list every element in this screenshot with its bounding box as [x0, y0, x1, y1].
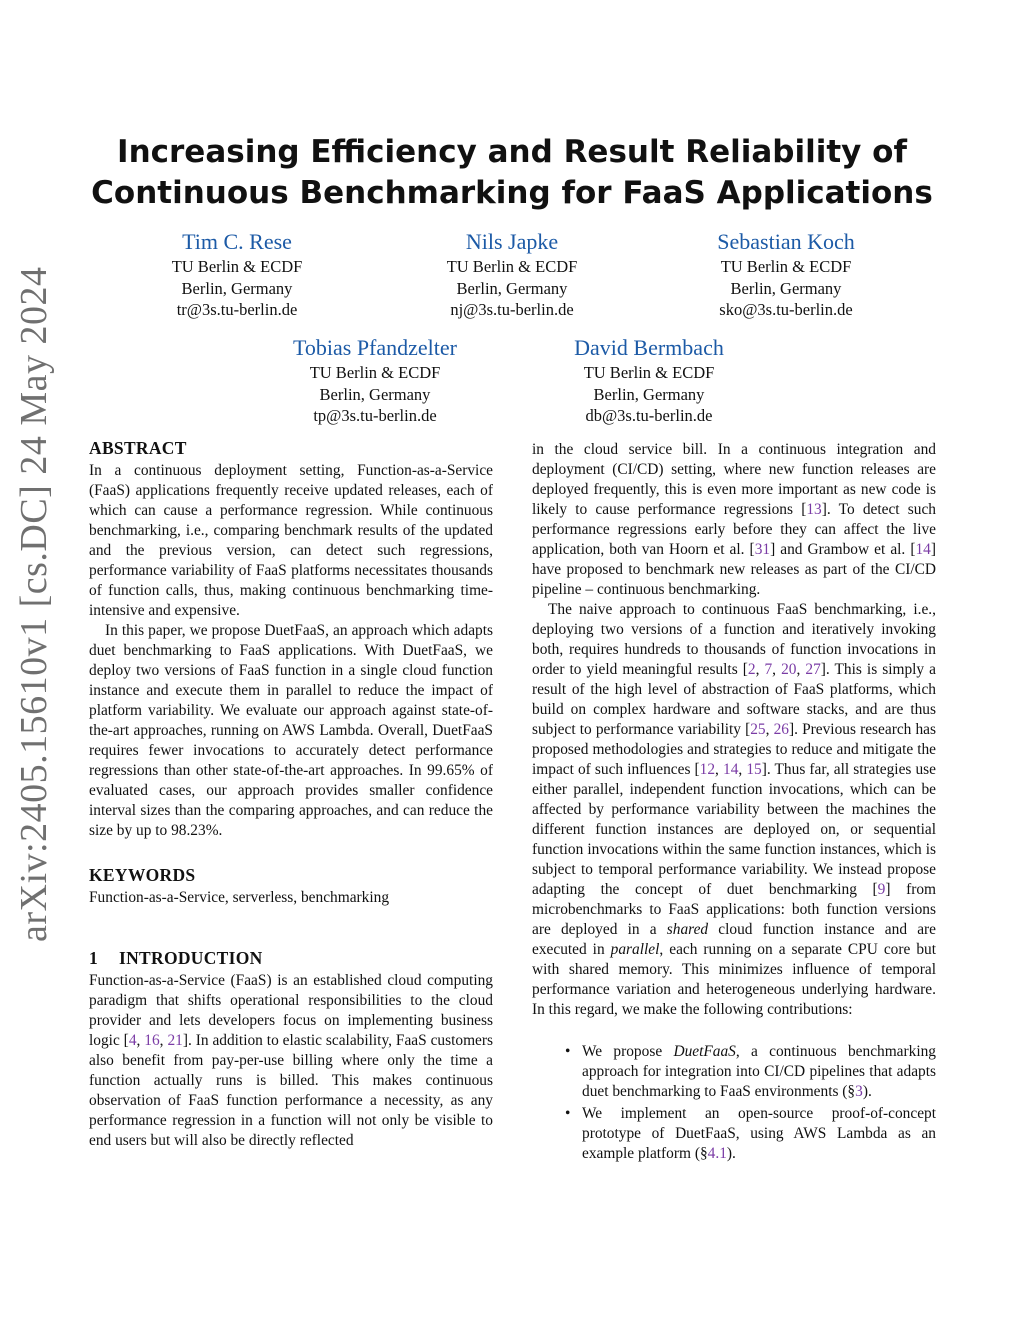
author-name[interactable]: Sebastian Koch — [717, 229, 855, 254]
title-line-1: Increasing Efficiency and Result Reliability of — [117, 134, 907, 170]
section-ref-link[interactable]: 4.1 — [707, 1145, 727, 1162]
author-location: Berlin, Germany — [593, 384, 705, 404]
author-block-4 — [255, 335, 495, 427]
author-affiliation: TU Berlin & ECDF — [720, 257, 852, 276]
citation-link[interactable]: 16 — [144, 1032, 160, 1049]
author-name[interactable]: Tobias Pfandzelter — [292, 335, 457, 360]
citation-link[interactable]: 14 — [915, 541, 931, 558]
author-block-3 — [666, 229, 906, 321]
abstract-paragraph-2: In this paper, we propose DuetFaaS, an approach which adapts duet benchmarking to FaaS applications. With DuetFaaS, we deploy two versions of FaaS function in a single cloud function instance and execute them in parallel to reduce the impact of platform variability. We evaluate our approach against state-of-the-art approaches, running on AWS Lambda. Overall, DuetFaaS requires fewer invocations to accurately detect performance regressions than other state-of-the-art approaches. In 99.65% of evaluated cases, our approach provides smaller confidence interval sizes than the comparing approaches, and can reduce the size by up to 98.23%. — [89, 622, 493, 839]
citation-link[interactable]: 9 — [877, 881, 886, 898]
intro-paragraph-2: The naive approach to continuous FaaS benchmarking, i.e., deploying two versions of a function and iteratively invoking both, requires hundreds to thousands of function invocations in order to yield meaningful results [2, 7, 20, 27]. This is simply a result of the high level of abstraction of FaaS platforms, which build on complex hardware and software stacks, and are thus subject to performance variability [25, 26]. Previous research has proposed methodologies and strategies to reduce and mitigate the impact of such influences [12, 14, 15]. Thus far, all strategies use either parallel, independent function invocations, which can be affected by performance variability between the machines the different function instances are deployed on, or sequential function invocations within the same function instances, which is subject to temporal performance variability. We instead propose adapting the concept of duet benchmarking [9] from microbenchmarks to FaaS applications: both function versions are deployed in a shared cloud function instance and are executed in parallel, each running on a separate CPU core but with shared memory. This minimizes influence of temporal performance variation and heterogeneous underlying hardware. In this regard, we make the following contributions: — [532, 601, 937, 1018]
author-affiliation: TU Berlin & ECDF — [583, 363, 715, 382]
author-email[interactable]: tp@3s.tu-berlin.de — [313, 406, 437, 425]
author-affiliation: TU Berlin & ECDF — [309, 363, 441, 382]
title-line-2: Continuous Benchmarking for FaaS Applications — [91, 175, 933, 211]
author-block-5 — [529, 335, 769, 427]
author-name[interactable]: Tim C. Rese — [182, 229, 292, 254]
citation-link[interactable]: 7 — [764, 661, 773, 678]
citation-link[interactable]: 14 — [723, 761, 739, 778]
citation-link[interactable]: 21 — [167, 1032, 183, 1049]
author-affiliation: TU Berlin & ECDF — [446, 257, 578, 276]
intro-paragraph-1-continued: in the cloud service bill. In a continuous integration and deployment (CI/CD) setting, where new function releases are deployed frequently, this is even more important as new code is likely to cause performance regressions [13]. To detect such performance regressions early before they can affect the live application, both van Hoorn et al. [31] and Grambow et al. [14] have proposed to benchmark new releases as part of the CI/CD pipeline – continuous benchmarking. — [532, 441, 936, 598]
citation-link[interactable]: 4 — [128, 1032, 137, 1049]
section-ref-link[interactable]: 3 — [855, 1083, 863, 1100]
citation-link[interactable]: 20 — [781, 661, 797, 678]
author-name[interactable]: David Bermbach — [574, 335, 724, 360]
citation-link[interactable]: 12 — [699, 761, 716, 778]
author-block-1 — [117, 229, 357, 321]
citation-link[interactable]: 15 — [746, 761, 762, 778]
introduction-heading — [89, 948, 493, 968]
author-location: Berlin, Germany — [730, 278, 842, 298]
keywords-text: Function-as-a-Service, serverless, benchmarking — [89, 889, 390, 906]
section-title: INTRODUCTION — [119, 948, 263, 968]
intro-paragraph-1: Function-as-a-Service (FaaS) is an established cloud computing paradigm that shifts operational responsibilities to the cloud provider and lets developers focus on implementing business logic [4, 16, 21]. In addition to elastic scalability, FaaS customers also benefit from pay-per-use billing where only the time a function actually runs is billed. This makes continuous observation of FaaS function performance a necessity, as any performance regression in a function will not only be visible to end users but will also be directly reflected — [89, 972, 493, 1149]
paper-title — [60, 132, 964, 214]
abstract-heading: ABSTRACT — [89, 438, 187, 458]
author-email[interactable]: nj@3s.tu-berlin.de — [450, 300, 574, 319]
author-location: Berlin, Germany — [181, 278, 293, 298]
author-email[interactable]: db@3s.tu-berlin.de — [585, 406, 713, 425]
arxiv-identifier: arXiv:2405.15610v1 [cs.DC] 24 May 2024 — [13, 266, 55, 942]
citation-link[interactable]: 27 — [805, 661, 821, 678]
left-column — [89, 438, 493, 1151]
author-email[interactable]: tr@3s.tu-berlin.de — [176, 300, 298, 319]
author-block-2 — [392, 229, 632, 321]
citation-link[interactable]: 2 — [747, 661, 756, 678]
citation-link[interactable]: 13 — [806, 501, 822, 518]
list-item: • We implement an open-source proof-of-concept prototype of DuetFaaS, using AWS Lambda as an example platform (§4.1). — [565, 1105, 936, 1162]
author-name[interactable]: Nils Japke — [465, 229, 559, 254]
keywords-heading: KEYWORDS — [89, 865, 196, 885]
section-number: 1 — [89, 948, 99, 968]
citation-link[interactable]: 25 — [750, 721, 766, 738]
citation-link[interactable]: 26 — [773, 721, 789, 738]
author-email[interactable]: sko@3s.tu-berlin.de — [719, 300, 853, 319]
contributions-list — [532, 1042, 936, 1164]
author-location: Berlin, Germany — [319, 384, 431, 404]
author-location: Berlin, Germany — [456, 278, 568, 298]
bullet-icon: • — [565, 1043, 571, 1060]
abstract-paragraph-1: In a continuous deployment setting, Function-as-a-Service (FaaS) applications frequently receive updated releases, each of which can cause a performance regression. While continuous benchmarking, i.e., comparing benchmark results of the updated and the previous version, can detect such regressions, performance variability of FaaS platforms necessitates thousands of function calls, thus, making continuous benchmarking time-intensive and expensive. — [89, 462, 493, 619]
author-affiliation: TU Berlin & ECDF — [171, 257, 303, 276]
right-column — [532, 440, 936, 1166]
citation-link[interactable]: 31 — [754, 541, 771, 558]
list-item: • We propose DuetFaaS, a continuous benchmarking approach for integration into CI/CD pipelines that adapts duet benchmarking to FaaS environments (§3). — [565, 1043, 937, 1100]
bullet-icon: • — [565, 1105, 571, 1122]
